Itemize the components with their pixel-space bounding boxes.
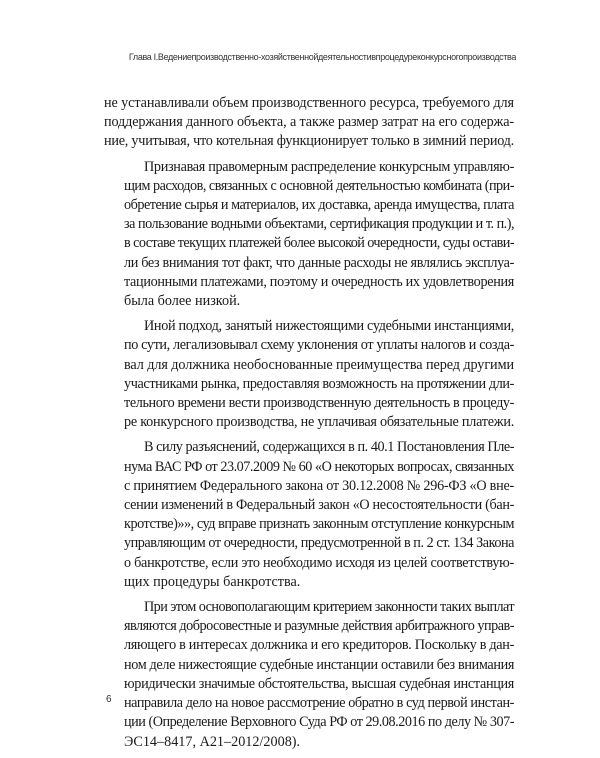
page-number: 6 bbox=[106, 694, 112, 705]
text-line: о банкротстве, если это необходимо исходя из целей соответствую- bbox=[124, 554, 514, 571]
text-line: тационными платежами, поэтому и очередность их удовлетворения bbox=[124, 273, 514, 290]
text-line: сении изменений в Федеральный закон «О несостоятельности (бан- bbox=[124, 497, 515, 514]
text-line: являются добросовестные и разумные действия арбитражного управ- bbox=[124, 618, 514, 635]
text-line: с принятием Федерального закона от 30.12.2008 № 296-ФЗ «О вне- bbox=[124, 477, 514, 494]
paragraph bbox=[104, 438, 514, 592]
text-line: Иной подход, занятый нижестоящими судебными инстанциями, bbox=[144, 318, 514, 335]
text-line: ном деле нижестоящие судебные инстанции оставили без внимания bbox=[124, 656, 514, 673]
text-line: была более низкой. bbox=[124, 293, 241, 310]
text-line: тельного времени вести производственную деятельность в процеду- bbox=[124, 395, 515, 412]
text-line: управляющим от очередности, предусмотренной в п. 2 ст. 134 Закона bbox=[124, 535, 514, 552]
text-line: поддержания данного объекта, а также размер затрат на его содержа- bbox=[104, 114, 515, 131]
paragraph bbox=[104, 317, 514, 432]
text-line: кротстве)»», суд вправе признать законным отступление конкурсным bbox=[124, 516, 515, 533]
text-line: обретение сырья и материалов, их доставка, аренда имущества, плата bbox=[124, 197, 514, 214]
text-line: При этом основополагающим критерием законности таких выплат bbox=[144, 599, 514, 616]
text-line: направила дело на новое рассмотрение обратно в суд первой инстан- bbox=[124, 695, 514, 712]
text-line: щим расходов, связанных с основной деятельностью комбината (при- bbox=[124, 177, 514, 194]
text-line: ре конкурсного производства, не уплачивая обязательные платежи. bbox=[124, 414, 515, 431]
paragraph bbox=[104, 158, 514, 312]
text-line: ние, учитывая, что котельная функционирует только в зимний период. bbox=[104, 133, 514, 150]
text-line: не устанавливали объем производственного ресурса, требуемого для bbox=[104, 95, 514, 111]
text-line: щих процедуры банкротства. bbox=[124, 573, 301, 590]
text-line: юридически значимые обстоятельства, высшая судебная инстанция bbox=[124, 675, 515, 692]
text-line: В силу разъяснений, содержащихся в п. 40.1 Постановления Пле- bbox=[144, 439, 514, 456]
text-line: ли без внимания тот факт, что данные расходы не являлись эксплуа- bbox=[124, 254, 514, 271]
body-text bbox=[104, 94, 514, 758]
text-line: в составе текущих платежей более высокой очередности, суды остави- bbox=[124, 235, 514, 252]
running-header: Глава I.Ведениепроизводственно-хозяйственнойдеятельностивпроцедуреконкурсногопроизводства bbox=[128, 52, 516, 62]
text-line: за пользование водными объектами, сертификация продукции и т. п.), bbox=[124, 216, 515, 233]
text-line: ции (Определение Верховного Суда РФ от 29.08.2016 по делу № 307- bbox=[124, 714, 515, 731]
paragraph bbox=[104, 598, 514, 752]
text-line: ЭС14–8417, А21–2012/2008). bbox=[124, 733, 301, 750]
text-line: вал для должника необоснованные преимущества перед другими bbox=[124, 356, 514, 373]
text-line: по сути, легализовывал схему уклонения от уплаты налогов и созда- bbox=[124, 337, 514, 354]
text-line: участниками рынка, предоставляя возможность на протяжении дли- bbox=[124, 375, 514, 392]
text-line: ляющего в интересах должника и его кредиторов. Поскольку в дан- bbox=[124, 637, 514, 654]
text-line: Признавая правомерным распределение конкурсным управляю- bbox=[144, 158, 514, 175]
paragraph bbox=[104, 94, 514, 152]
text-line: нума ВАС РФ от 23.07.2009 № 60 «О некоторых вопросах, связанных bbox=[124, 458, 514, 475]
